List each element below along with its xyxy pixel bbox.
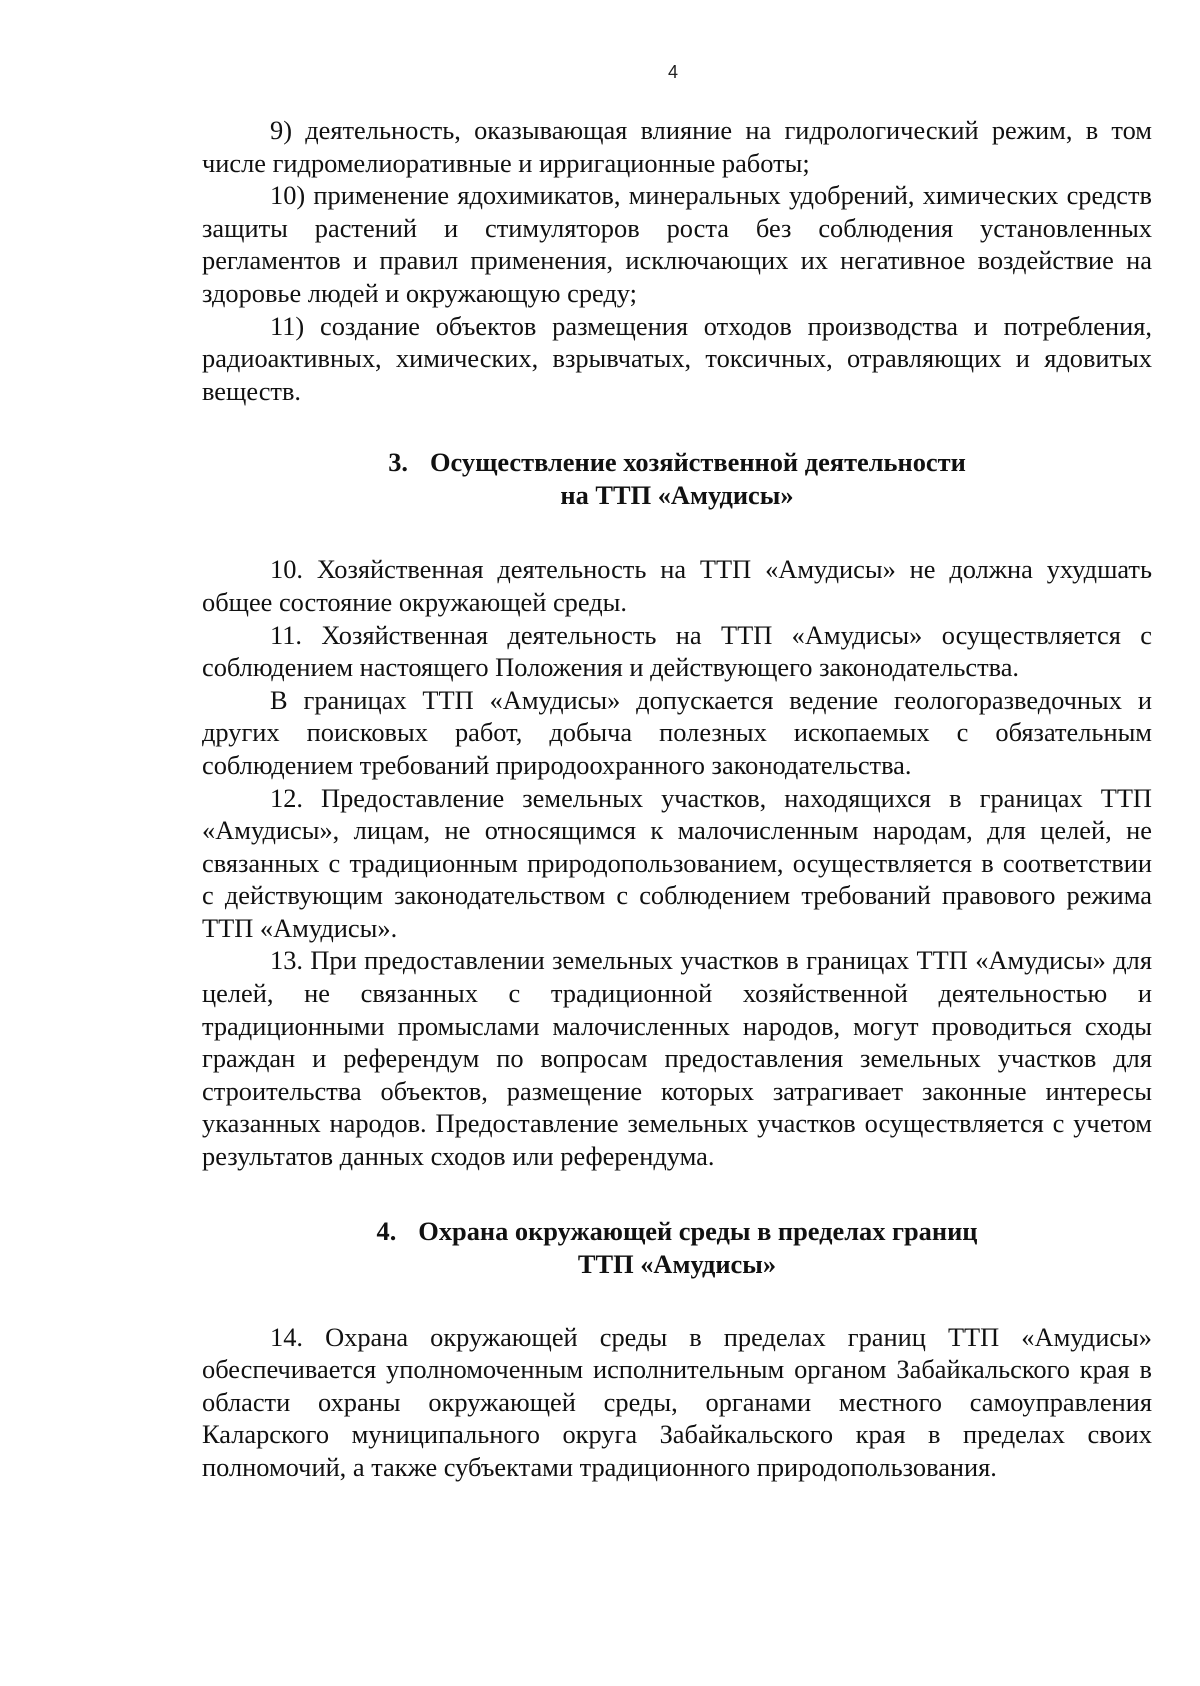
section-3-title-text: Осуществление хозяйственной деятельности [429,447,966,478]
paragraph-14: 14. Охрана окружающей среды в пределах границ ТТП «Амудисы» обеспечивается уполномоченным исполнительным органом Забайкальского края в области охраны окружающей среды, органами местного самоуправления Каларского муниципального округа Забайкальского края в пределах своих полномочий, а также субъектами традиционного природопользования. [202,1321,1152,1482]
section-4-number: 4. [376,1215,397,1246]
list-item-11: 11) создание объектов размещения отходов производства и потребления, радиоактивных, химических, взрывчатых, токсичных, отравляющих и ядовитых веществ. [202,310,1152,406]
section-3-number: 3. [388,447,408,478]
paragraph-11-continued: В границах ТТП «Амудисы» допускается ведение геологоразведочных и других поисковых работ, добыча полезных ископаемых с обязательным соблюдением требований природоохранного законодательства. [202,684,1152,780]
section-4-title-line-2: ТТП «Амудисы» [577,1248,777,1279]
list-item-10: 10) применение ядохимикатов, минеральных удобрений, химических средств защиты растений и стимуляторов роста без соблюдения установленных регламентов и правил применения, исключающих их негативное воздействие на здоровье людей и окружающую среду; [202,180,1152,308]
paragraph-12: 12. Предоставление земельных участков, находящихся в границах ТТП «Амудисы», лицам, не относящимся к малочисленным народам, для целей, не связанных с традиционным природопользованием, осуществляется в соответствии с действующим законодательством с соблюдением требований правового режима ТТП «Амудисы». [202,782,1152,943]
section-4-title-text: Охрана окружающей среды в пределах границ [418,1215,978,1246]
paragraph-13: 13. При предоставлении земельных участков в границах ТТП «Амудисы» для целей, не связанных с традиционной хозяйственной деятельностью и традиционными промыслами малочисленных народов, могут проводиться сходы граждан и референдум по вопросам предоставления земельных участков для строительства объектов, размещение которых затрагивает законные интересы указанных народов. Предоставление земельных участков осуществляется с учетом результатов данных сходов или референдума. [202,945,1152,1172]
section-4-body [202,1321,1152,1484]
list-item-9: 9) деятельность, оказывающая влияние на гидрологический режим, в том числе гидромелиоративные и ирригационные работы; [202,115,1152,178]
paragraph-11: 11. Хозяйственная деятельность на ТТП «Амудисы» осуществляется с соблюдением настоящего Положения и действующего законодательства. [202,619,1152,683]
document-body [202,114,1152,1484]
paragraph-10: 10. Хозяйственная деятельность на ТТП «Амудисы» не должна ухудшать общее состояние окружающей среды. [202,554,1152,617]
section-4-heading [202,1215,1152,1281]
section-3-heading [202,446,1152,512]
section-4-title-line-1 [202,1215,1152,1248]
section-3-body [202,553,1152,1172]
section-3-title-line-1 [202,446,1152,479]
page-number: 4 [667,62,678,82]
section-3-title-line-2: на ТТП «Амудисы» [560,480,794,511]
